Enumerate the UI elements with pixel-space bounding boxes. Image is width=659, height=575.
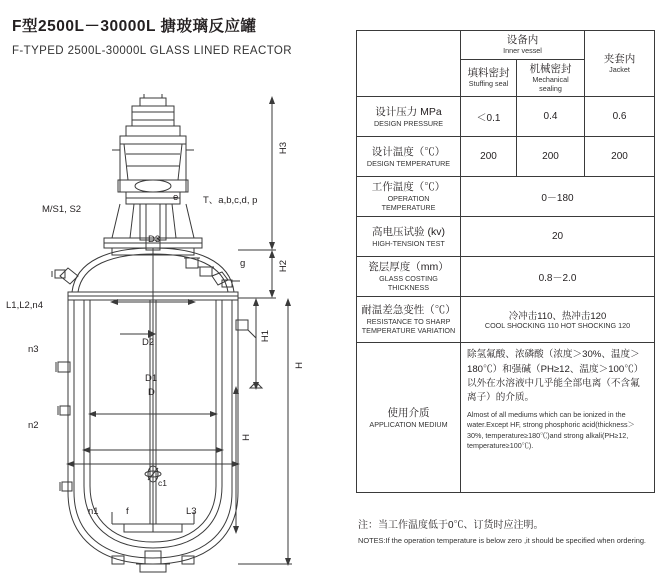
cell-design-pressure-stuffing: ＜0.1 — [461, 97, 517, 137]
row-head-high-tension-test — [357, 217, 461, 257]
cell-thermal-shock-en: COOL SHOCKING 110 HOT SHOCKING 120 — [484, 321, 631, 331]
dim-label-d3: D3 — [148, 234, 161, 245]
nozzle-label-n3: n3 — [28, 344, 39, 355]
table-header-row-1 — [357, 31, 655, 60]
cell-application-medium-en: Almost of all mediums which can be ionized in the water.Except HF, strong phosphoric acid(thickness＞30%, temperature≥180℃)and strong alkali(PH≥12, temperature≥100℃). — [467, 409, 635, 451]
col-group-inner-vessel — [461, 31, 585, 60]
row-head-application-medium-cn: 使用介质 — [387, 406, 430, 419]
nozzle-label-m-s1-s2: M/S1, S2 — [42, 204, 82, 215]
row-head-glass-coating-thickness — [357, 257, 461, 297]
table-row-application-medium — [357, 343, 655, 493]
col-mechanical-sealing-cn: 机械密封 — [529, 62, 572, 75]
dim-label-h3: H3 — [278, 142, 289, 155]
notes-en: NOTES:If the operation temperature is below zero ,it should be specified when ordering. — [358, 536, 646, 545]
row-head-glass-coating-thickness-cn: 瓷层厚度（mm） — [368, 261, 449, 274]
row-head-thermal-shock — [357, 297, 461, 343]
col-group-inner-vessel-cn: 设备内 — [506, 34, 539, 46]
nozzle-label-n1: n1 — [88, 506, 99, 517]
table-row-design-pressure — [357, 97, 655, 137]
col-group-inner-vessel-en: Inner vessel — [503, 46, 542, 56]
table-row-thermal-shock — [357, 297, 655, 343]
nozzle-label-g: g — [240, 258, 246, 269]
col-mechanical-sealing — [517, 59, 585, 96]
row-head-operation-temperature — [357, 177, 461, 217]
cell-thermal-shock-cn: 冷冲击110、热冲击120 — [508, 311, 607, 323]
col-mechanical-sealing-en: Mechanical sealing — [532, 74, 569, 93]
cell-application-medium — [461, 343, 655, 493]
col-group-jacket — [585, 31, 655, 97]
cell-thermal-shock — [461, 297, 655, 343]
nozzle-label-l1-l2-n4: L1,L2,n4 — [6, 300, 43, 311]
dim-label-h2: H2 — [278, 260, 289, 273]
cell-application-medium-cn: 除氢氟酸、浓磷酸（浓度＞30%、温度＞180℃）和强碱（PH≥12、温度＞100℃）以外在水溶液中几乎能全部电离（不含氟离子）的介质。 — [467, 349, 644, 404]
nozzle-label-f: f — [126, 506, 129, 517]
cell-glass-coating-thickness: 0.8－2.0 — [461, 257, 655, 297]
row-head-design-temperature — [357, 137, 461, 177]
table-row-glass-coating-thickness — [357, 257, 655, 297]
dim-label-d: D — [148, 387, 155, 398]
reactor-drawing — [0, 62, 352, 575]
col-stuffing-seal-cn: 填料密封 — [467, 67, 510, 80]
dim-label-d1: D1 — [145, 373, 158, 384]
col-group-jacket-cn: 夹套内 — [603, 52, 636, 65]
row-head-design-temperature-en: DESIGN TEMPERATURE — [366, 158, 451, 168]
notes-cn: 注：当工作温度低于0℃、订货时应注明。 — [358, 520, 544, 531]
page-title-cn: F型2500L－30000L 搪玻璃反应罐 — [12, 18, 257, 35]
row-head-design-pressure-en: DESIGN PRESSURE — [373, 118, 444, 128]
row-head-operation-temperature-en: OPERATION TEMPERATURE — [381, 194, 436, 213]
cell-design-pressure-mechanical: 0.4 — [517, 97, 585, 137]
cell-operation-temperature: 0－180 — [461, 177, 655, 217]
row-head-glass-coating-thickness-en: GLASS COSTING THICKNESS — [379, 274, 438, 293]
table-row-high-tension-test — [357, 217, 655, 257]
nozzle-label-l3: L3 — [186, 506, 197, 517]
row-head-design-temperature-cn: 设计温度（℃） — [371, 145, 446, 158]
table-row-design-temperature — [357, 137, 655, 177]
row-head-thermal-shock-cn: 耐温差急变性（℃） — [361, 304, 456, 317]
nozzle-label-n2: n2 — [28, 420, 39, 431]
row-head-application-medium-en: APPLICATION MEDIUM — [369, 419, 448, 429]
row-head-design-pressure — [357, 97, 461, 137]
nozzle-label-c1: c1 — [158, 478, 167, 488]
row-head-operation-temperature-cn: 工作温度（℃） — [371, 181, 446, 194]
cell-design-temperature-stuffing: 200 — [461, 137, 517, 177]
nozzle-label-e: e — [173, 192, 179, 203]
cell-design-temperature-mechanical: 200 — [517, 137, 585, 177]
reactor-svg — [0, 62, 352, 575]
cell-high-tension-test: 20 — [461, 217, 655, 257]
dim-label-h1: H1 — [260, 330, 271, 343]
page-title-en: F-TYPED 2500L-30000L GLASS LINED REACTOR — [12, 45, 292, 57]
row-head-high-tension-test-en: HIGH-TENSION TEST — [372, 238, 445, 248]
table-row-operation-temperature — [357, 177, 655, 217]
spec-table — [356, 30, 655, 493]
table-corner-cell — [357, 31, 461, 97]
cell-design-pressure-jacket: 0.6 — [585, 97, 655, 137]
notes-block — [358, 519, 654, 547]
col-stuffing-seal — [461, 59, 517, 96]
dim-label-d2: D2 — [142, 337, 155, 348]
nozzle-label-t-a-b-c-d-p: T、a,b,c,d, p — [203, 195, 258, 206]
cell-design-temperature-jacket: 200 — [585, 137, 655, 177]
row-head-design-pressure-cn: 设计压力 MPa — [375, 105, 442, 118]
spec-table-panel — [356, 30, 654, 493]
row-head-high-tension-test-cn: 高电压试验 (kv) — [372, 225, 445, 238]
row-head-thermal-shock-en: RESISTANCE TO SHARP TEMPERATURE VARIATION — [361, 317, 456, 336]
dim-label-h-inner: H — [241, 434, 252, 441]
col-group-jacket-en: Jacket — [609, 64, 630, 74]
row-head-application-medium — [357, 343, 461, 493]
col-stuffing-seal-en: Stuffing seal — [468, 79, 509, 89]
dim-label-h-outer: H — [294, 362, 305, 369]
